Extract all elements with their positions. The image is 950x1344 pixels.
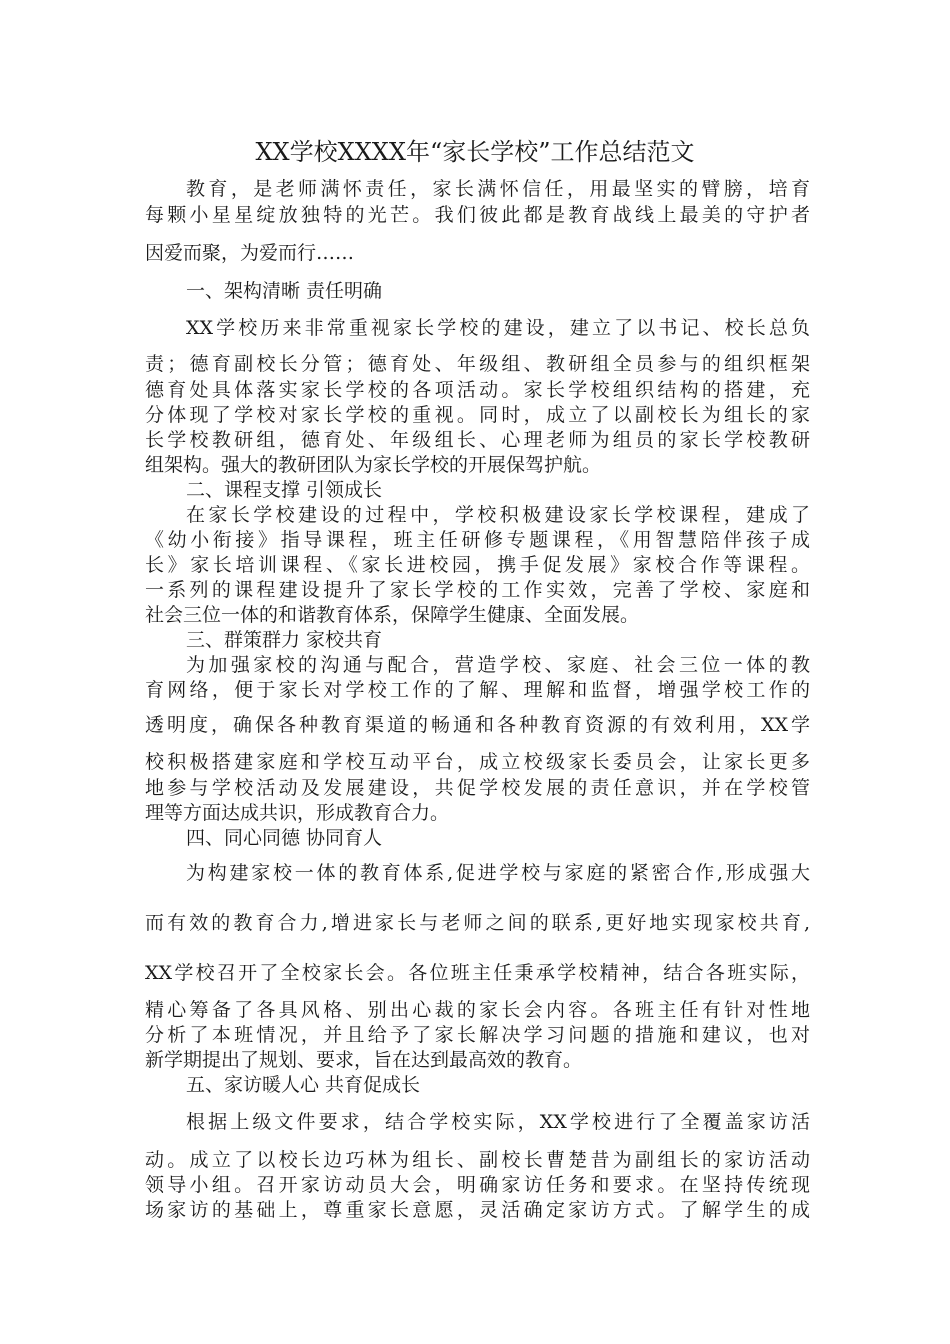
paragraph-line: 教育，是老师满怀责任，家长满怀信任，用最坚实的臂膀，培育: [186, 178, 810, 200]
paragraph-line: 领导小组。召开家访动员大会，明确家访任务和要求。在坚持传统现: [145, 1174, 810, 1196]
paragraph-line: 透明度，确保各种教育渠道的畅通和各种教育资源的有效利用，XX学: [145, 714, 810, 736]
paragraph-line: 每颗小星星绽放独特的光芒。我们彼此都是教育战线上最美的守护者: [145, 204, 810, 226]
paragraph-line: 社会三位一体的和谐教育体系，保障学生健康、全面发展。: [145, 604, 640, 626]
paragraph-line: 责；德育副校长分管；德育处、年级组、教研组全员参与的组织框架: [145, 353, 810, 375]
section-heading: 五、家访暖人心 共育促成长: [186, 1074, 421, 1096]
paragraph-line: 理等方面达成共识，形成教育合力。: [145, 802, 450, 824]
paragraph-line: 《幼小衔接》指导课程，班主任研修专题课程，《用智慧陪伴孩子成: [145, 529, 810, 551]
section-heading: 二、课程支撑 引领成长: [186, 479, 383, 501]
paragraph-line: 根据上级文件要求，结合学校实际，XX学校进行了全覆盖家访活: [186, 1111, 810, 1133]
section-heading: 一、架构清晰 责任明确: [186, 280, 383, 302]
paragraph-line: 地参与学校活动及发展建设，共促学校发展的责任意识，并在学校管: [145, 777, 810, 799]
document-title: XX学校XXXX年“家长学校”工作总结范文: [255, 138, 695, 166]
paragraph-line: 为加强家校的沟通与配合，营造学校、家庭、社会三位一体的教: [186, 654, 810, 676]
paragraph-line: 动。成立了以校长边巧林为组长、副校长曹楚昔为副组长的家访活动: [145, 1149, 810, 1171]
paragraph-line: 育网络，便于家长对学校工作的了解、理解和监督，增强学校工作的: [145, 679, 810, 701]
paragraph-line: 为构建家校一体的教育体系,促进学校与家庭的紧密合作,形成强大: [186, 862, 810, 884]
paragraph-line: 精心筹备了各具风格、别出心裁的家长会内容。各班主任有针对性地: [145, 999, 810, 1021]
paragraph-line: 新学期提出了规划、要求，旨在达到最高效的教育。: [145, 1049, 583, 1071]
paragraph-line: 校积极搭建家庭和学校互动平台，成立校级家长委员会，让家长更多: [145, 751, 810, 773]
paragraph-line: 一系列的课程建设提升了家长学校的工作实效，完善了学校、家庭和: [145, 579, 810, 601]
paragraph-line: 分析了本班情况，并且给予了家长解决学习问题的措施和建议，也对: [145, 1024, 810, 1046]
paragraph-line: 长学校教研组，德育处、年级组长、心理老师为组员的家长学校教研: [145, 429, 810, 451]
paragraph-line: 德育处具体落实家长学校的各项活动。家长学校组织结构的搭建，充: [145, 379, 810, 401]
paragraph-line: 场家访的基础上，尊重家长意愿，灵活确定家访方式。了解学生的成: [145, 1199, 810, 1221]
paragraph-line: 而有效的教育合力,增进家长与老师之间的联系,更好地实现家校共育,: [145, 912, 810, 934]
paragraph-line: 组架构。强大的教研团队为家长学校的开展保驾护航。: [145, 454, 602, 476]
paragraph-line: 长》家长培训课程、《家长进校园，携手促发展》家校合作等课程。: [145, 554, 810, 576]
paragraph-line: XX学校历来非常重视家长学校的建设，建立了以书记、校长总负: [186, 317, 810, 339]
paragraph-line: 分体现了学校对家长学校的重视。同时，成立了以副校长为组长的家: [145, 404, 810, 426]
paragraph-line: 在家长学校建设的过程中，学校积极建设家长学校课程，建成了: [186, 504, 810, 526]
paragraph-line: 因爱而聚，为爱而行……: [145, 242, 355, 264]
section-heading: 四、同心同德 协同育人: [186, 827, 383, 849]
paragraph-line: XX学校召开了全校家长会。各位班主任秉承学校精神，结合各班实际，: [145, 962, 810, 984]
section-heading: 三、群策群力 家校共育: [186, 629, 383, 651]
